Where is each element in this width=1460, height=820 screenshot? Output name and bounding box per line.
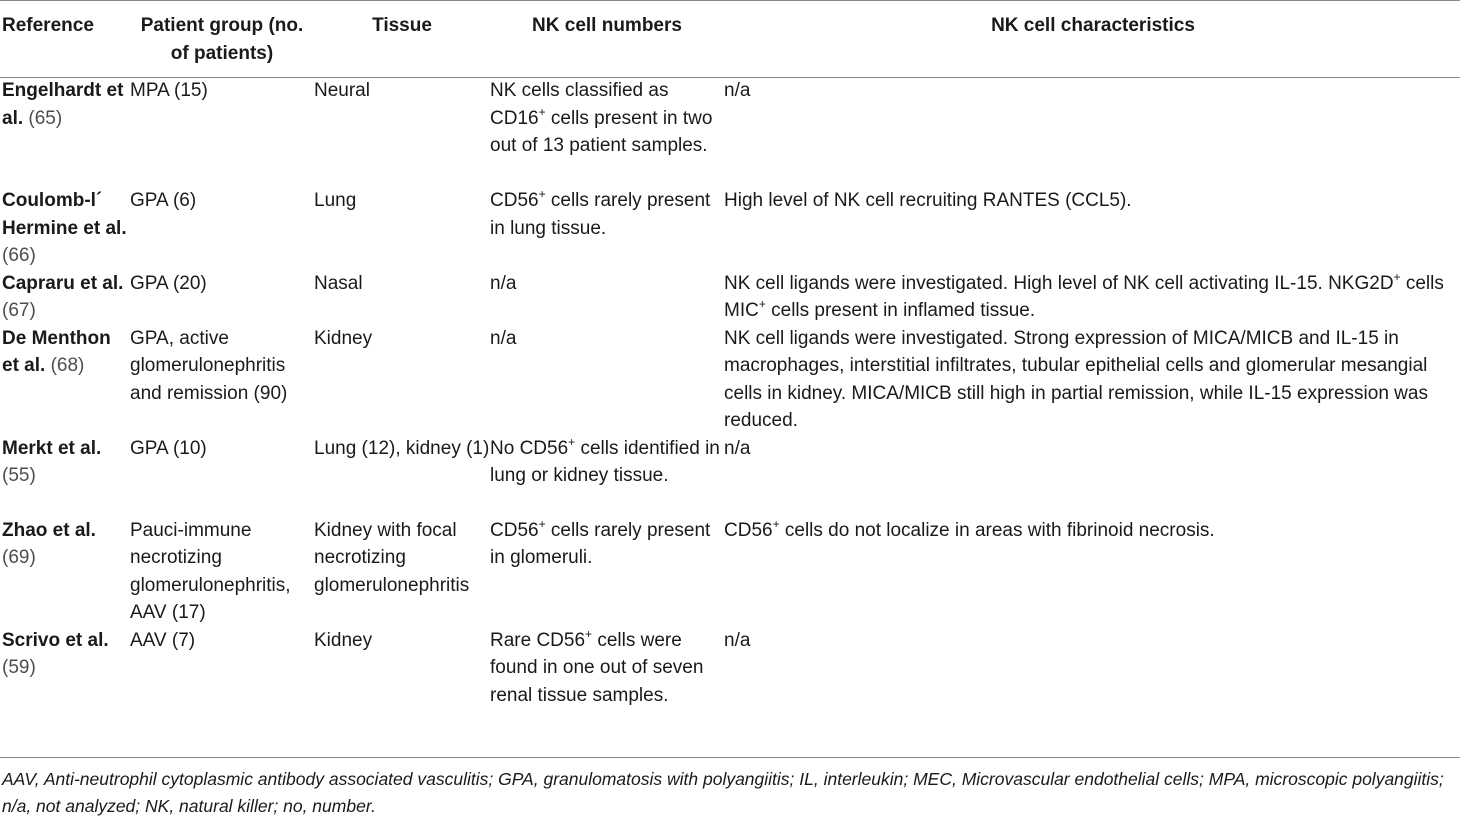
superscript: + (538, 104, 546, 119)
nk-numbers-cell (490, 77, 724, 187)
header-tissue: Tissue (372, 15, 432, 36)
reference-cell (0, 435, 130, 517)
reference-name: Engelhardt et al. (2, 80, 124, 129)
header-nk-cell-characteristics: NK cell characteristics (991, 15, 1195, 36)
reference-cell (0, 627, 130, 737)
tissue-cell: Kidney with focal necrotizing glomerulonephritis (314, 519, 470, 596)
nk-characteristics-text: CD56 (724, 519, 773, 541)
nk-numbers-cell (490, 627, 724, 737)
nk-characteristics-cell: NK cell ligands were investigated. Strong expression of MICA/MICB and IL-15 in macrophages, interstitial infiltrates, tubular epithelial cells and glomerular mesangial cells in kidney. MICA/MICB still high in partial remission, while IL-15 expression was reduced. (724, 327, 1428, 431)
nk-characteristics-cell (724, 517, 1460, 627)
table-row (0, 325, 1460, 435)
nk-characteristics-cell: n/a (724, 437, 751, 459)
reference-cell (0, 517, 130, 627)
patient-group-cell: GPA, active glomerulonephritis and remission (90) (130, 327, 288, 404)
superscript: + (585, 626, 593, 641)
table-row (0, 435, 1460, 517)
table-row (0, 270, 1460, 325)
nk-numbers-text: cells rarely present in glomeruli. (490, 519, 711, 568)
nk-characteristics-text: cells present in inflamed tissue. (765, 300, 1036, 321)
superscript: + (568, 434, 576, 449)
reference-name: Zhao et al. (2, 519, 96, 541)
superscript: + (1393, 269, 1401, 284)
patient-group-cell: Pauci-immune necrotizing glomerulonephritis, AAV (17) (130, 519, 291, 623)
patient-group-cell: GPA (20) (130, 272, 207, 294)
nk-characteristics-text: NK cell ligands were investigated. High level of NK cell activating IL-15. NKG2D (724, 272, 1394, 294)
nk-characteristics-text: cells MIC (724, 272, 1444, 321)
reference-name: Merkt et al. (2, 437, 102, 459)
reference-cell (0, 270, 130, 325)
superscript: + (538, 516, 546, 531)
table-row (0, 627, 1460, 737)
nk-characteristics-cell: n/a (724, 629, 751, 651)
superscript: + (758, 297, 766, 311)
nk-numbers-cell: n/a (490, 272, 517, 294)
reference-citation: (69) (2, 547, 36, 568)
nk-characteristics-text: cells do not localize in areas with fibrinoid necrosis. (779, 519, 1215, 541)
tissue-cell: Neural (314, 80, 370, 101)
patient-group-cell: GPA (10) (130, 437, 207, 459)
nk-numbers-cell (490, 435, 724, 517)
nk-numbers-text: cells were found in one out of seven renal tissue samples. (490, 629, 704, 706)
reference-citation: (68) (50, 355, 85, 376)
tissue-cell: Lung (314, 190, 357, 211)
nk-numbers-text: Rare CD56 (490, 629, 586, 651)
table-row (0, 77, 1460, 187)
reference-citation: (65) (28, 107, 63, 129)
nk-numbers-text: cells rarely present in lung tissue. (490, 190, 711, 239)
nk-numbers-text: cells identified in lung or kidney tissue. (490, 437, 720, 486)
nk-characteristics-cell: High level of NK cell recruiting RANTES (CCL5). (724, 190, 1132, 211)
nk-characteristics-cell (724, 270, 1460, 325)
nk-numbers-cell (490, 517, 724, 627)
table-header-row (0, 0, 1460, 77)
reference-citation: (67) (2, 300, 36, 321)
nk-characteristics-cell: n/a (724, 80, 751, 101)
table-row (0, 517, 1460, 627)
table-footnote: AAV, Anti-neutrophil cytoplasmic antibody associated vasculitis; GPA, granulomatosis with polyangiitis; IL, interleukin; MEC, Microvascular endothelial cells; MPA, microscopic polyangiitis; n/a, not analyzed; NK, natural killer; no, number. (2, 769, 1444, 816)
header-nk-cell-numbers: NK cell numbers (532, 15, 682, 36)
nk-numbers-text: No CD56 (490, 437, 569, 459)
header-reference: Reference (2, 15, 94, 36)
reference-name: Coulomb-l´ Hermine et al. (2, 190, 127, 239)
patient-group-cell: MPA (15) (130, 80, 208, 101)
reference-citation: (59) (2, 657, 36, 678)
reference-cell (0, 77, 130, 187)
reference-citation: (66) (2, 245, 36, 266)
reference-name: Capraru et al. (2, 272, 124, 294)
patient-group-cell: AAV (7) (130, 629, 196, 651)
table-row (0, 187, 1460, 270)
nk-numbers-text: NK cells classified as CD16 (490, 80, 669, 129)
patient-group-cell: GPA (6) (130, 190, 197, 211)
tissue-cell: Lung (12), kidney (1) (314, 437, 490, 459)
tissue-cell: Kidney (314, 629, 373, 651)
nk-numbers-text: CD56 (490, 190, 539, 211)
nk-numbers-text: CD56 (490, 519, 539, 541)
nk-numbers-cell: n/a (490, 327, 517, 349)
bottom-rule (0, 757, 1460, 758)
reference-name: Scrivo et al. (2, 629, 109, 651)
nk-numbers-text: cells present in two out of 13 patient samples. (490, 107, 713, 156)
nk-numbers-cell (490, 187, 724, 270)
header-patient-group: Patient group (no. of patients) (140, 15, 304, 64)
tissue-cell: Nasal (314, 272, 363, 294)
superscript: + (772, 516, 780, 531)
reference-cell (0, 325, 130, 435)
superscript: + (538, 187, 546, 201)
reference-name: De Menthon et al. (2, 327, 111, 376)
reference-citation: (55) (2, 465, 36, 486)
reference-cell (0, 187, 130, 270)
tissue-cell: Kidney (314, 327, 373, 349)
